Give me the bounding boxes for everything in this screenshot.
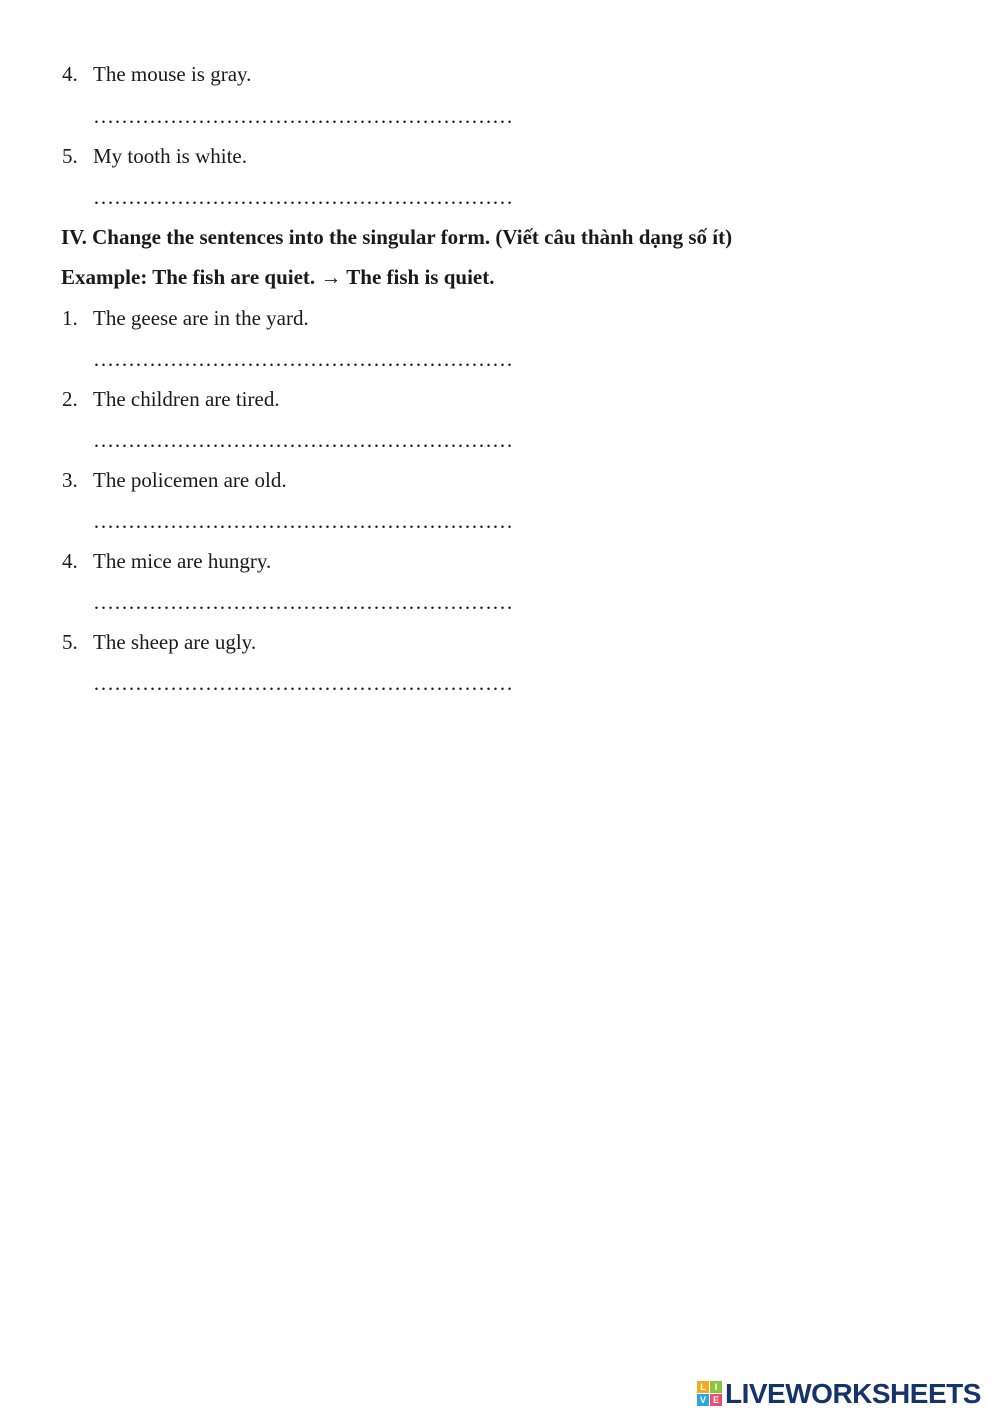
item-number: 3. bbox=[62, 468, 78, 492]
item-number: 5. bbox=[62, 630, 78, 654]
item-sentence: The policemen are old. bbox=[93, 468, 287, 492]
answer-line[interactable]: …………………………………………………… bbox=[93, 509, 513, 533]
item-sentence: The sheep are ugly. bbox=[93, 630, 257, 654]
liveworksheets-logo-text: LIVEWORKSHEETS bbox=[725, 1378, 981, 1409]
item-number: 2. bbox=[62, 387, 78, 411]
liveworksheets-logo bbox=[697, 1376, 981, 1412]
section-iv-title: IV. Change the sentences into the singular form. (Viết câu thành dạng số ít) bbox=[61, 225, 733, 249]
answer-line[interactable]: …………………………………………………… bbox=[93, 428, 513, 452]
item-sentence: The geese are in the yard. bbox=[93, 306, 309, 330]
liveworksheets-logo-icon: L I V E bbox=[697, 1381, 723, 1407]
answer-line[interactable]: …………………………………………………… bbox=[93, 590, 513, 614]
item-number: 5. bbox=[62, 144, 78, 168]
item-number: 4. bbox=[62, 549, 78, 573]
item-number: 1. bbox=[62, 306, 78, 330]
item-number: 4. bbox=[62, 62, 78, 86]
item-sentence: The children are tired. bbox=[93, 387, 280, 411]
answer-line[interactable]: …………………………………………………… bbox=[93, 671, 513, 695]
answer-line[interactable]: …………………………………………………… bbox=[93, 185, 513, 209]
item-sentence: The mouse is gray. bbox=[93, 62, 252, 86]
answer-line[interactable]: …………………………………………………… bbox=[93, 347, 513, 371]
item-sentence: The mice are hungry. bbox=[93, 549, 272, 573]
section-iv-example: Example: The fish are quiet. → The fish is quiet. bbox=[61, 265, 495, 289]
answer-line[interactable]: …………………………………………………… bbox=[93, 104, 513, 128]
item-sentence: My tooth is white. bbox=[93, 144, 248, 168]
